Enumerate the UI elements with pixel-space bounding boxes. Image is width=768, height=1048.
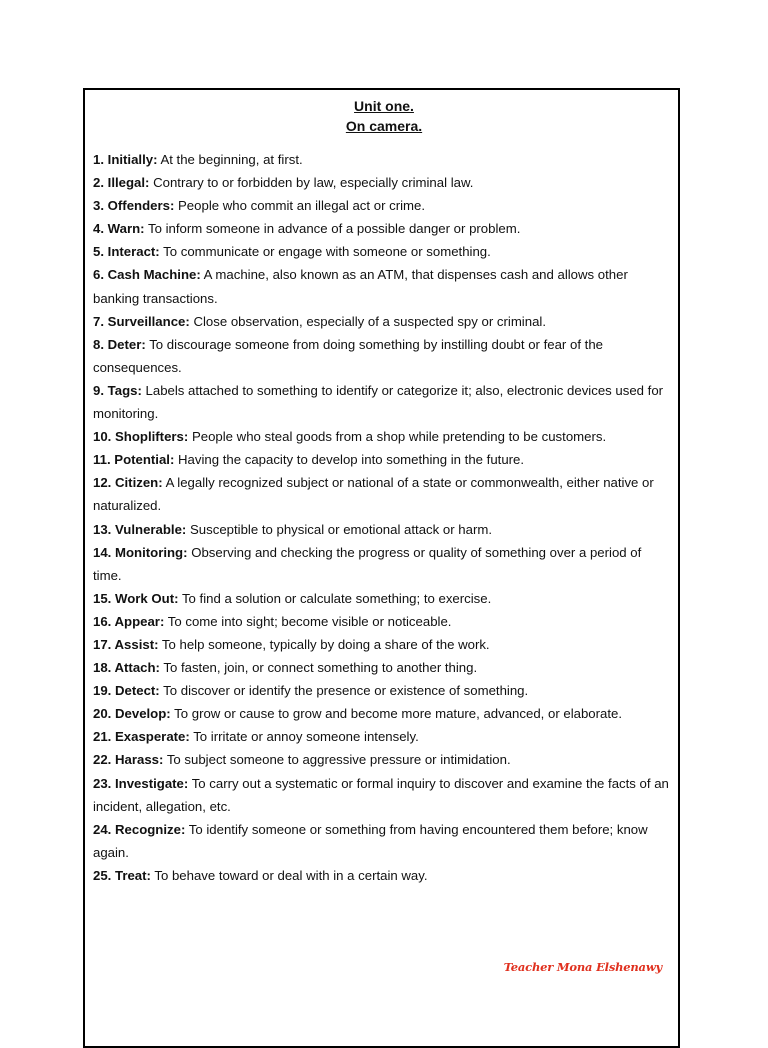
vocabulary-definition: To help someone, typically by doing a share of the work. bbox=[161, 636, 490, 652]
vocabulary-term: 21. Exasperate: bbox=[93, 729, 190, 745]
vocabulary-term: 4. Warn: bbox=[93, 221, 145, 237]
vocabulary-definition: To carry out a systematic or formal inquiry to discover and examine the facts of an incident, allegation, etc. bbox=[93, 775, 669, 814]
vocabulary-entry bbox=[93, 471, 671, 517]
vocabulary-entry bbox=[93, 818, 671, 864]
vocabulary-definition: Contrary to or forbidden by law, especially criminal law. bbox=[153, 175, 474, 191]
unit-title: Unit one. bbox=[354, 98, 414, 114]
unit-subtitle: On camera. bbox=[345, 118, 423, 134]
vocabulary-definition: To grow or cause to grow and become more mature, advanced, or elaborate. bbox=[174, 706, 623, 722]
vocabulary-term: 11. Potential: bbox=[93, 452, 175, 468]
vocabulary-entry bbox=[93, 864, 671, 887]
vocabulary-definition: To behave toward or deal with in a certain way. bbox=[154, 867, 428, 883]
vocabulary-entry bbox=[93, 263, 671, 309]
vocabulary-entry bbox=[93, 425, 671, 448]
vocabulary-term: 9. Tags: bbox=[93, 382, 142, 398]
teacher-signature: Teacher Mona Elshenawy bbox=[503, 960, 662, 974]
vocabulary-definition: Labels attached to something to identify or categorize it; also, electronic devices used for monitoring. bbox=[93, 382, 664, 422]
vocabulary-entry bbox=[93, 725, 671, 748]
vocabulary-definition: To discourage someone from doing something by instilling doubt or fear of the consequences. bbox=[93, 336, 603, 375]
vocabulary-term: 14. Monitoring: bbox=[93, 544, 188, 560]
vocabulary-entry bbox=[93, 518, 671, 541]
vocabulary-entry bbox=[93, 748, 671, 771]
vocabulary-entry bbox=[93, 679, 671, 702]
vocabulary-entry bbox=[93, 148, 671, 171]
vocabulary-entry bbox=[93, 379, 671, 425]
vocabulary-definition: To find a solution or calculate something; to exercise. bbox=[181, 590, 492, 606]
vocabulary-entry bbox=[93, 333, 671, 379]
vocabulary-term: 6. Cash Machine: bbox=[93, 267, 201, 283]
vocabulary-term: 19. Detect: bbox=[93, 683, 160, 699]
vocabulary-term: 7. Surveillance: bbox=[93, 313, 190, 329]
vocabulary-term: 16. Appear: bbox=[93, 613, 165, 629]
vocabulary-definition: A legally recognized subject or national of a state or commonwealth, either native or naturalized. bbox=[93, 475, 654, 514]
vocabulary-entry bbox=[93, 772, 671, 818]
vocabulary-definition: A machine, also known as an ATM, that dispenses cash and allows other banking transactions. bbox=[93, 267, 628, 306]
vocabulary-definition: To come into sight; become visible or noticeable. bbox=[167, 613, 452, 629]
vocabulary-definition: To subject someone to aggressive pressure or intimidation. bbox=[166, 752, 511, 768]
vocabulary-definition: People who steal goods from a shop while pretending to be customers. bbox=[191, 429, 607, 445]
vocabulary-entry bbox=[93, 171, 671, 194]
vocabulary-term: 25. Treat: bbox=[93, 867, 151, 883]
vocabulary-entry bbox=[93, 656, 671, 679]
vocabulary-term: 1. Initially: bbox=[93, 152, 158, 167]
vocabulary-term: 10. Shoplifters: bbox=[93, 429, 189, 445]
vocabulary-entry bbox=[93, 194, 671, 217]
vocabulary-definition: Susceptible to physical or emotional attack or harm. bbox=[190, 521, 492, 537]
vocabulary-definition: To irritate or annoy someone intensely. bbox=[193, 729, 419, 745]
vocabulary-term: 22. Harass: bbox=[93, 752, 164, 768]
vocabulary-term: 12. Citizen: bbox=[93, 475, 163, 491]
vocabulary-term: 5. Interact: bbox=[93, 244, 160, 260]
vocabulary-term: 3. Offenders: bbox=[93, 198, 175, 214]
vocabulary-definition: Observing and checking the progress or quality of something over a period of time. bbox=[93, 544, 642, 583]
vocabulary-entry bbox=[93, 702, 671, 725]
vocabulary-term: 20. Develop: bbox=[93, 706, 171, 722]
vocabulary-definition: To discover or identify the presence or existence of something. bbox=[163, 683, 529, 699]
vocabulary-definition: At the beginning, at first. bbox=[160, 152, 303, 167]
vocabulary-term: 24. Recognize: bbox=[93, 821, 186, 837]
vocabulary-term: 15. Work Out: bbox=[93, 590, 179, 606]
vocabulary-term: 8. Deter: bbox=[93, 336, 146, 352]
vocabulary-term: 13. Vulnerable: bbox=[93, 521, 187, 537]
vocabulary-list bbox=[93, 148, 671, 887]
vocabulary-definition: To fasten, join, or connect something to another thing. bbox=[163, 660, 478, 676]
vocabulary-term: 17. Assist: bbox=[93, 636, 159, 652]
vocabulary-entry bbox=[93, 610, 671, 633]
vocabulary-entry bbox=[93, 240, 671, 263]
vocabulary-definition: To inform someone in advance of a possible danger or problem. bbox=[147, 221, 521, 237]
vocabulary-entry bbox=[93, 587, 671, 610]
vocabulary-term: 23. Investigate: bbox=[93, 775, 189, 791]
vocabulary-entry bbox=[93, 541, 671, 587]
vocabulary-definition: To identify someone or something from having encountered them before; know again. bbox=[93, 821, 648, 860]
title-block bbox=[0, 96, 768, 136]
vocabulary-term: 18. Attach: bbox=[93, 660, 160, 676]
vocabulary-definition: People who commit an illegal act or crime. bbox=[178, 198, 426, 214]
vocabulary-entry bbox=[93, 448, 671, 471]
vocabulary-term: 2. Illegal: bbox=[93, 175, 150, 191]
vocabulary-entry bbox=[93, 310, 671, 333]
vocabulary-definition: To communicate or engage with someone or something. bbox=[163, 244, 491, 260]
vocabulary-entry bbox=[93, 217, 671, 240]
vocabulary-definition: Having the capacity to develop into something in the future. bbox=[178, 452, 525, 468]
vocabulary-definition: Close observation, especially of a suspected spy or criminal. bbox=[193, 313, 547, 329]
vocabulary-entry bbox=[93, 633, 671, 656]
